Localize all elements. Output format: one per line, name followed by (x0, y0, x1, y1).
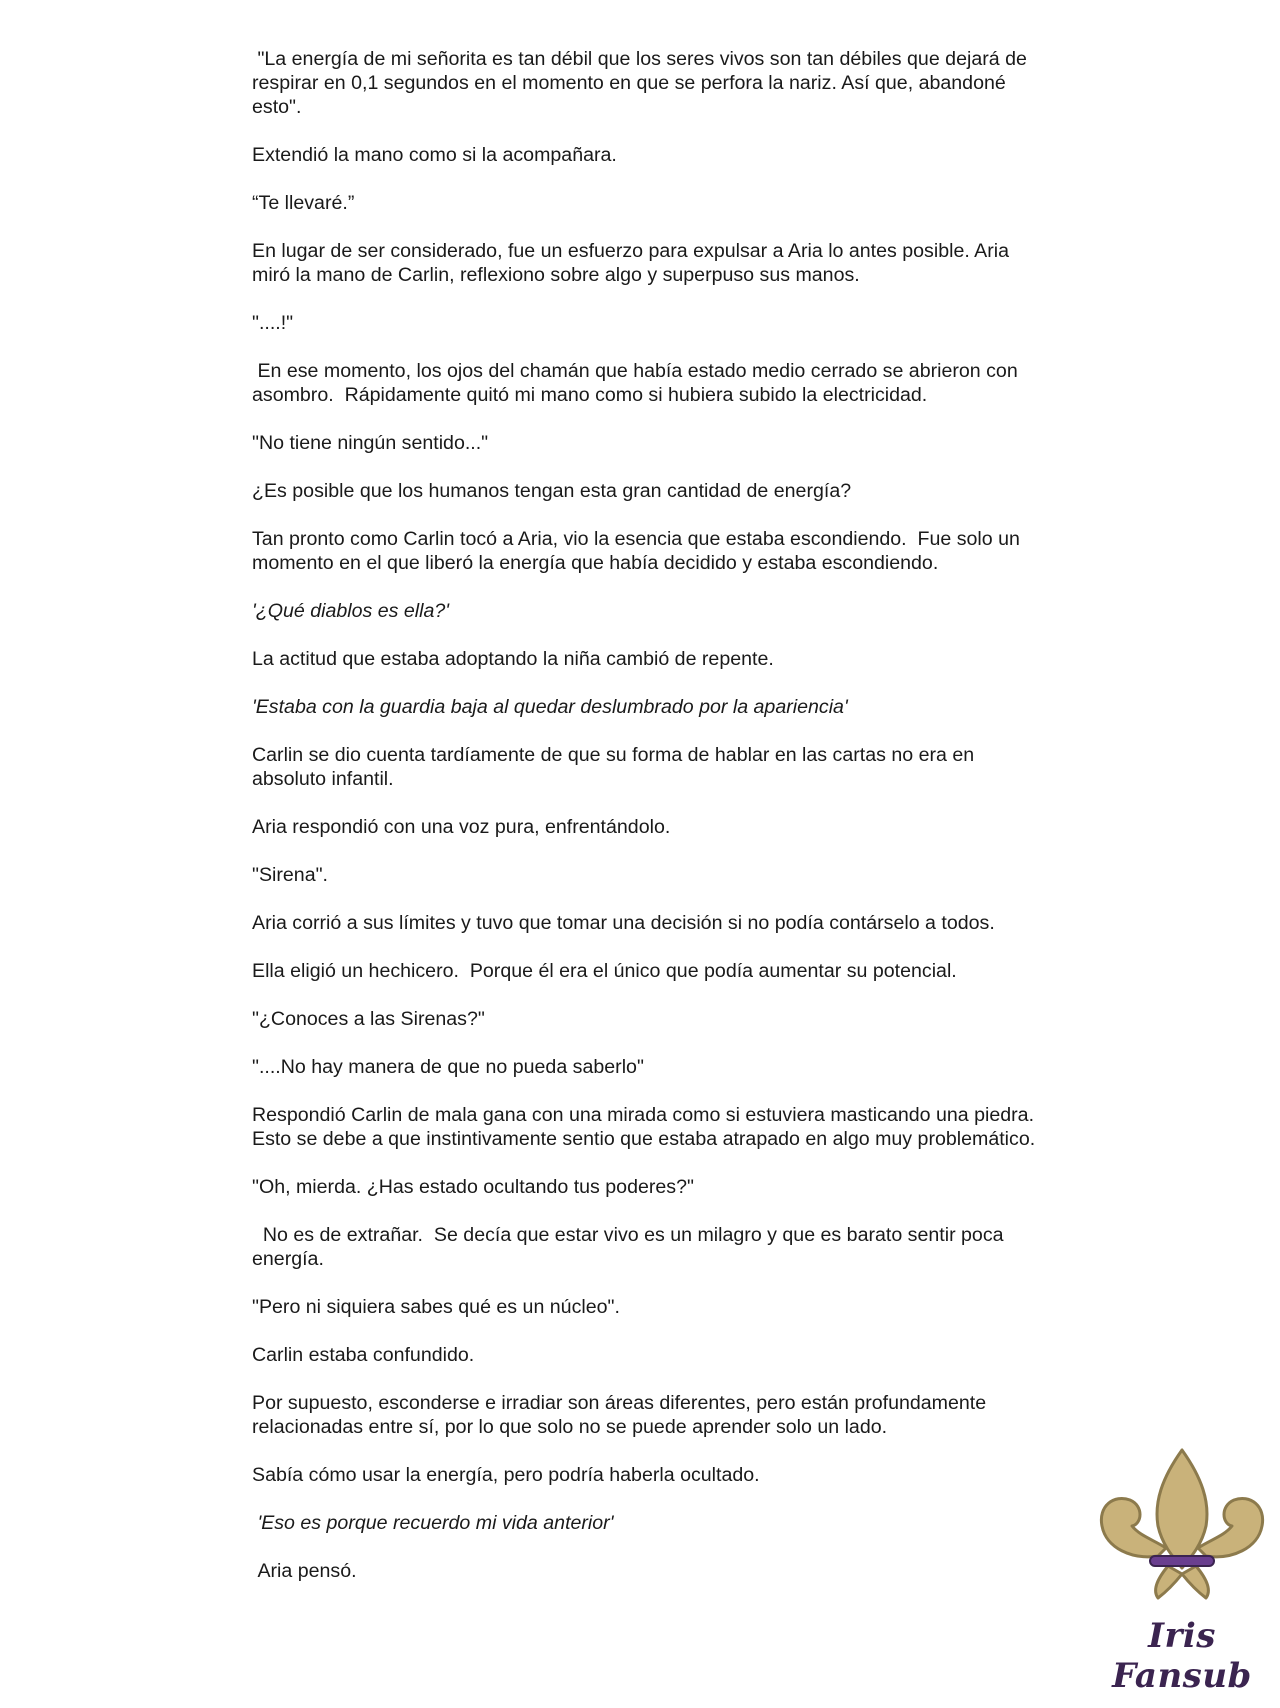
paragraph: Tan pronto como Carlin tocó a Aria, vio la esencia que estaba escondiendo. Fue solo un momento en el que liberó la energía que había decidido y estaba escondiendo. (252, 528, 1026, 574)
paragraph: La actitud que estaba adoptando la niña cambió de repente. (252, 648, 774, 670)
paragraph: "....!" (252, 312, 294, 334)
paragraph: “Te llevaré.” (252, 192, 355, 214)
paragraph: Respondió Carlin de mala gana con una mirada como si estuviera masticando una piedra. Esto se debe a que instintivamente sentio que estaba atrapado en algo muy problemático. (252, 1104, 1045, 1150)
paragraph: "Sirena". (252, 864, 328, 886)
paragraph: 'Estaba con la guardia baja al quedar deslumbrado por la apariencia' (252, 696, 848, 718)
paragraph: ¿Es posible que los humanos tengan esta gran cantidad de energía? (252, 480, 852, 502)
paragraph: "Pero ni siquiera sabes qué es un núcleo". (252, 1296, 620, 1318)
paragraph: "No tiene ningún sentido..." (252, 432, 489, 454)
paragraph: Por supuesto, esconderse e irradiar son áreas diferentes, pero están profundamente relacionadas entre sí, por lo que solo no se puede aprender solo un lado. (252, 1392, 992, 1438)
paragraph: 'Eso es porque recuerdo mi vida anterior' (252, 1512, 614, 1534)
paragraph: En lugar de ser considerado, fue un esfuerzo para expulsar a Aria lo antes posible. Aria miró la mano de Carlin, reflexiono sobre algo y superpuso sus manos. (252, 240, 1015, 286)
paragraph: "....No hay manera de que no pueda saberlo" (252, 1056, 644, 1078)
paragraph: '¿Qué diablos es ella?' (252, 600, 449, 622)
paragraph: Aria respondió con una voz pura, enfrentándolo. (252, 816, 671, 838)
watermark-logo (1092, 1444, 1272, 1696)
watermark-text: Iris Fansub (1112, 1616, 1252, 1696)
paragraph: Carlin estaba confundido. (252, 1344, 475, 1366)
paragraph: Ella eligió un hechicero. Porque él era el único que podía aumentar su potencial. (252, 960, 957, 982)
document-page (252, 47, 1045, 1607)
paragraph: Carlin se dio cuenta tardíamente de que su forma de hablar en las cartas no era en absoluto infantil. (252, 744, 980, 790)
paragraph: "La energía de mi señorita es tan débil que los seres vivos son tan débiles que dejará de respirar en 0,1 segundos en el momento en que se perfora la nariz. Así que, abandoné esto". (252, 48, 1033, 118)
paragraph: Aria corrió a sus límites y tuvo que tomar una decisión si no podía contárselo a todos. (252, 912, 995, 934)
paragraph: "Oh, mierda. ¿Has estado ocultando tus poderes?" (252, 1176, 694, 1198)
paragraph: En ese momento, los ojos del chamán que había estado medio cerrado se abrieron con asombro. Rápidamente quitó mi mano como si hubiera subido la electricidad. (252, 360, 1024, 406)
paragraph: Extendió la mano como si la acompañara. (252, 144, 617, 166)
paragraph: Sabía cómo usar la energía, pero podría haberla ocultado. (252, 1464, 760, 1486)
paragraph: No es de extrañar. Se decía que estar vivo es un milagro y que es barato sentir poca energía. (252, 1224, 1009, 1270)
paragraph: "¿Conoces a las Sirenas?" (252, 1008, 485, 1030)
paragraph: Aria pensó. (252, 1560, 357, 1582)
fleur-de-lis-icon (1092, 1444, 1272, 1604)
